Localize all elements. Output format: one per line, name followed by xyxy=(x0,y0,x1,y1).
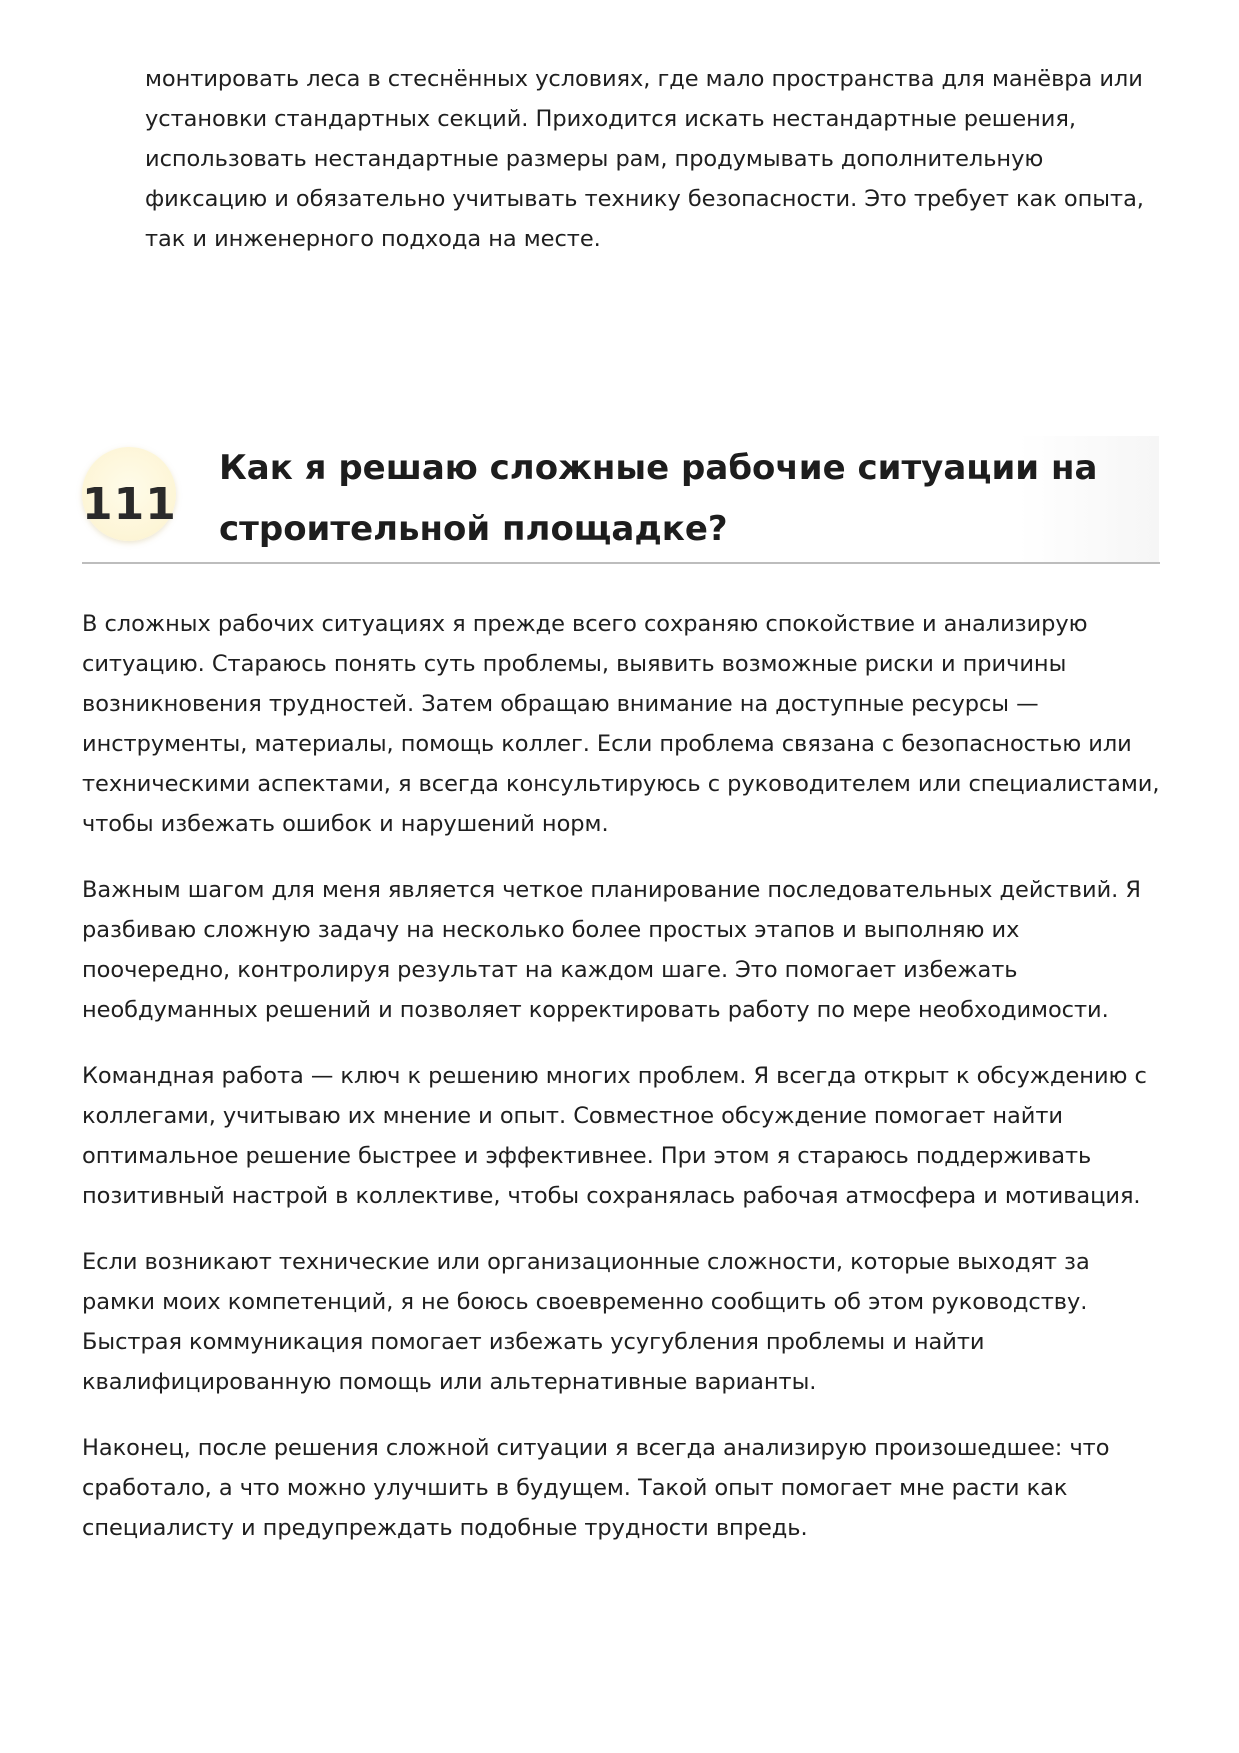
answer-body xyxy=(82,604,1162,1548)
answer-paragraph: Если возникают технические или организационные сложности, которые выходят за рамки моих компетенций, я не боюсь своевременно сообщить об этом руководству. Быстрая коммуникация помогает избежать усугубления проблемы и найти квалифицированную помощь или альтернативные варианты. xyxy=(82,1249,1090,1395)
section-divider xyxy=(82,562,1160,564)
section-title: Как я решаю сложные рабочие ситуации на строительной площадке? xyxy=(219,448,1098,549)
answer-paragraph: Командная работа — ключ к решению многих проблем. Я всегда открыт к обсуждению с коллегами, учитываю их мнение и опыт. Совместное обсуждение помогает найти оптимальное решение быстрее и эффективнее. При этом я стараюсь поддерживать позитивный настрой в коллективе, чтобы сохранялась рабочая атмосфера и мотивация. xyxy=(82,1063,1147,1209)
answer-paragraph: Наконец, после решения сложной ситуации я всегда анализирую произошедшее: что сработало, а что можно улучшить в будущем. Такой опыт помогает мне расти как специалисту и предупреждать подобные трудности впредь. xyxy=(82,1435,1110,1541)
section-title-block xyxy=(219,436,1159,562)
question-number-badge xyxy=(82,447,176,541)
continued-paragraph: монтировать леса в стеснённых условиях, где мало пространства для манёвра или установки стандартных секций. Приходится искать нестандартные решения, использовать нестандартные размеры рам, продумывать дополнительную фиксацию и обязательно учитывать технику безопасности. Это требует как опыта, так и инженерного подхода на месте. xyxy=(145,66,1144,252)
answer-paragraph: В сложных рабочих ситуациях я прежде всего сохраняю спокойствие и анализирую ситуацию. Стараюсь понять суть проблемы, выявить возможные риски и причины возникновения трудностей. Затем обращаю внимание на доступные ресурсы — инструменты, материалы, помощь коллег. Если проблема связана с безопасностью или техническими аспектами, я всегда консультируюсь с руководителем или специалистами, чтобы избежать ошибок и нарушений норм. xyxy=(82,611,1160,837)
question-number: 111 xyxy=(82,479,177,530)
answer-paragraph: Важным шагом для меня является четкое планирование последовательных действий. Я разбиваю сложную задачу на несколько более простых этапов и выполняю их поочередно, контролируя результат на каждом шаге. Это помогает избежать необдуманных решений и позволяет корректировать работу по мере необходимости. xyxy=(82,877,1141,1023)
section-header xyxy=(82,436,1160,564)
